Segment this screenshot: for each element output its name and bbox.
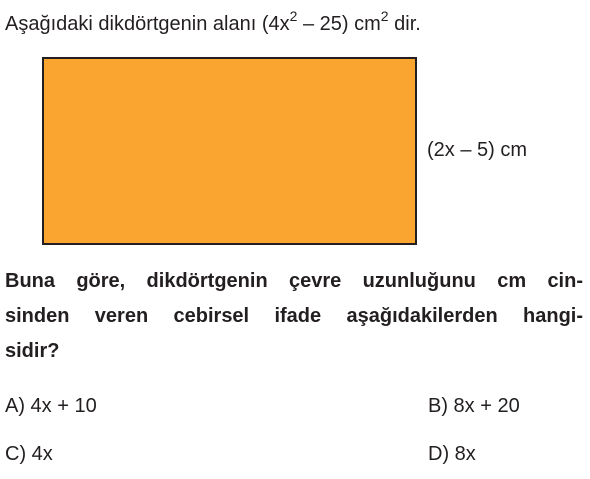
prompt-line-2: sinden veren cebirsel ifade aşağıdakilerden hangi- — [5, 305, 583, 327]
prompt-line-1: Buna göre, dikdörtgenin çevre uzunluğunu cm cin- — [5, 270, 583, 292]
option-a[interactable]: A) 4x + 10 — [5, 395, 97, 417]
prompt-line-3: sidir? — [5, 340, 60, 362]
rectangle-side-label: (2x – 5) cm — [427, 139, 528, 161]
rectangle-figure — [42, 57, 417, 245]
stem-suffix: dir. — [388, 13, 421, 35]
stem-exponent-2: 2 — [380, 8, 389, 24]
stem-prefix: Aşağıdaki dikdörtgenin alanı (4x — [5, 13, 290, 35]
question-prompt — [5, 264, 583, 369]
option-c[interactable]: C) 4x — [5, 443, 53, 465]
question-stem — [5, 8, 421, 40]
stem-exponent-1: 2 — [289, 8, 298, 24]
stem-middle: – 25) cm — [297, 13, 381, 35]
option-d[interactable]: D) 8x — [428, 443, 476, 465]
option-b[interactable]: B) 8x + 20 — [428, 395, 520, 417]
